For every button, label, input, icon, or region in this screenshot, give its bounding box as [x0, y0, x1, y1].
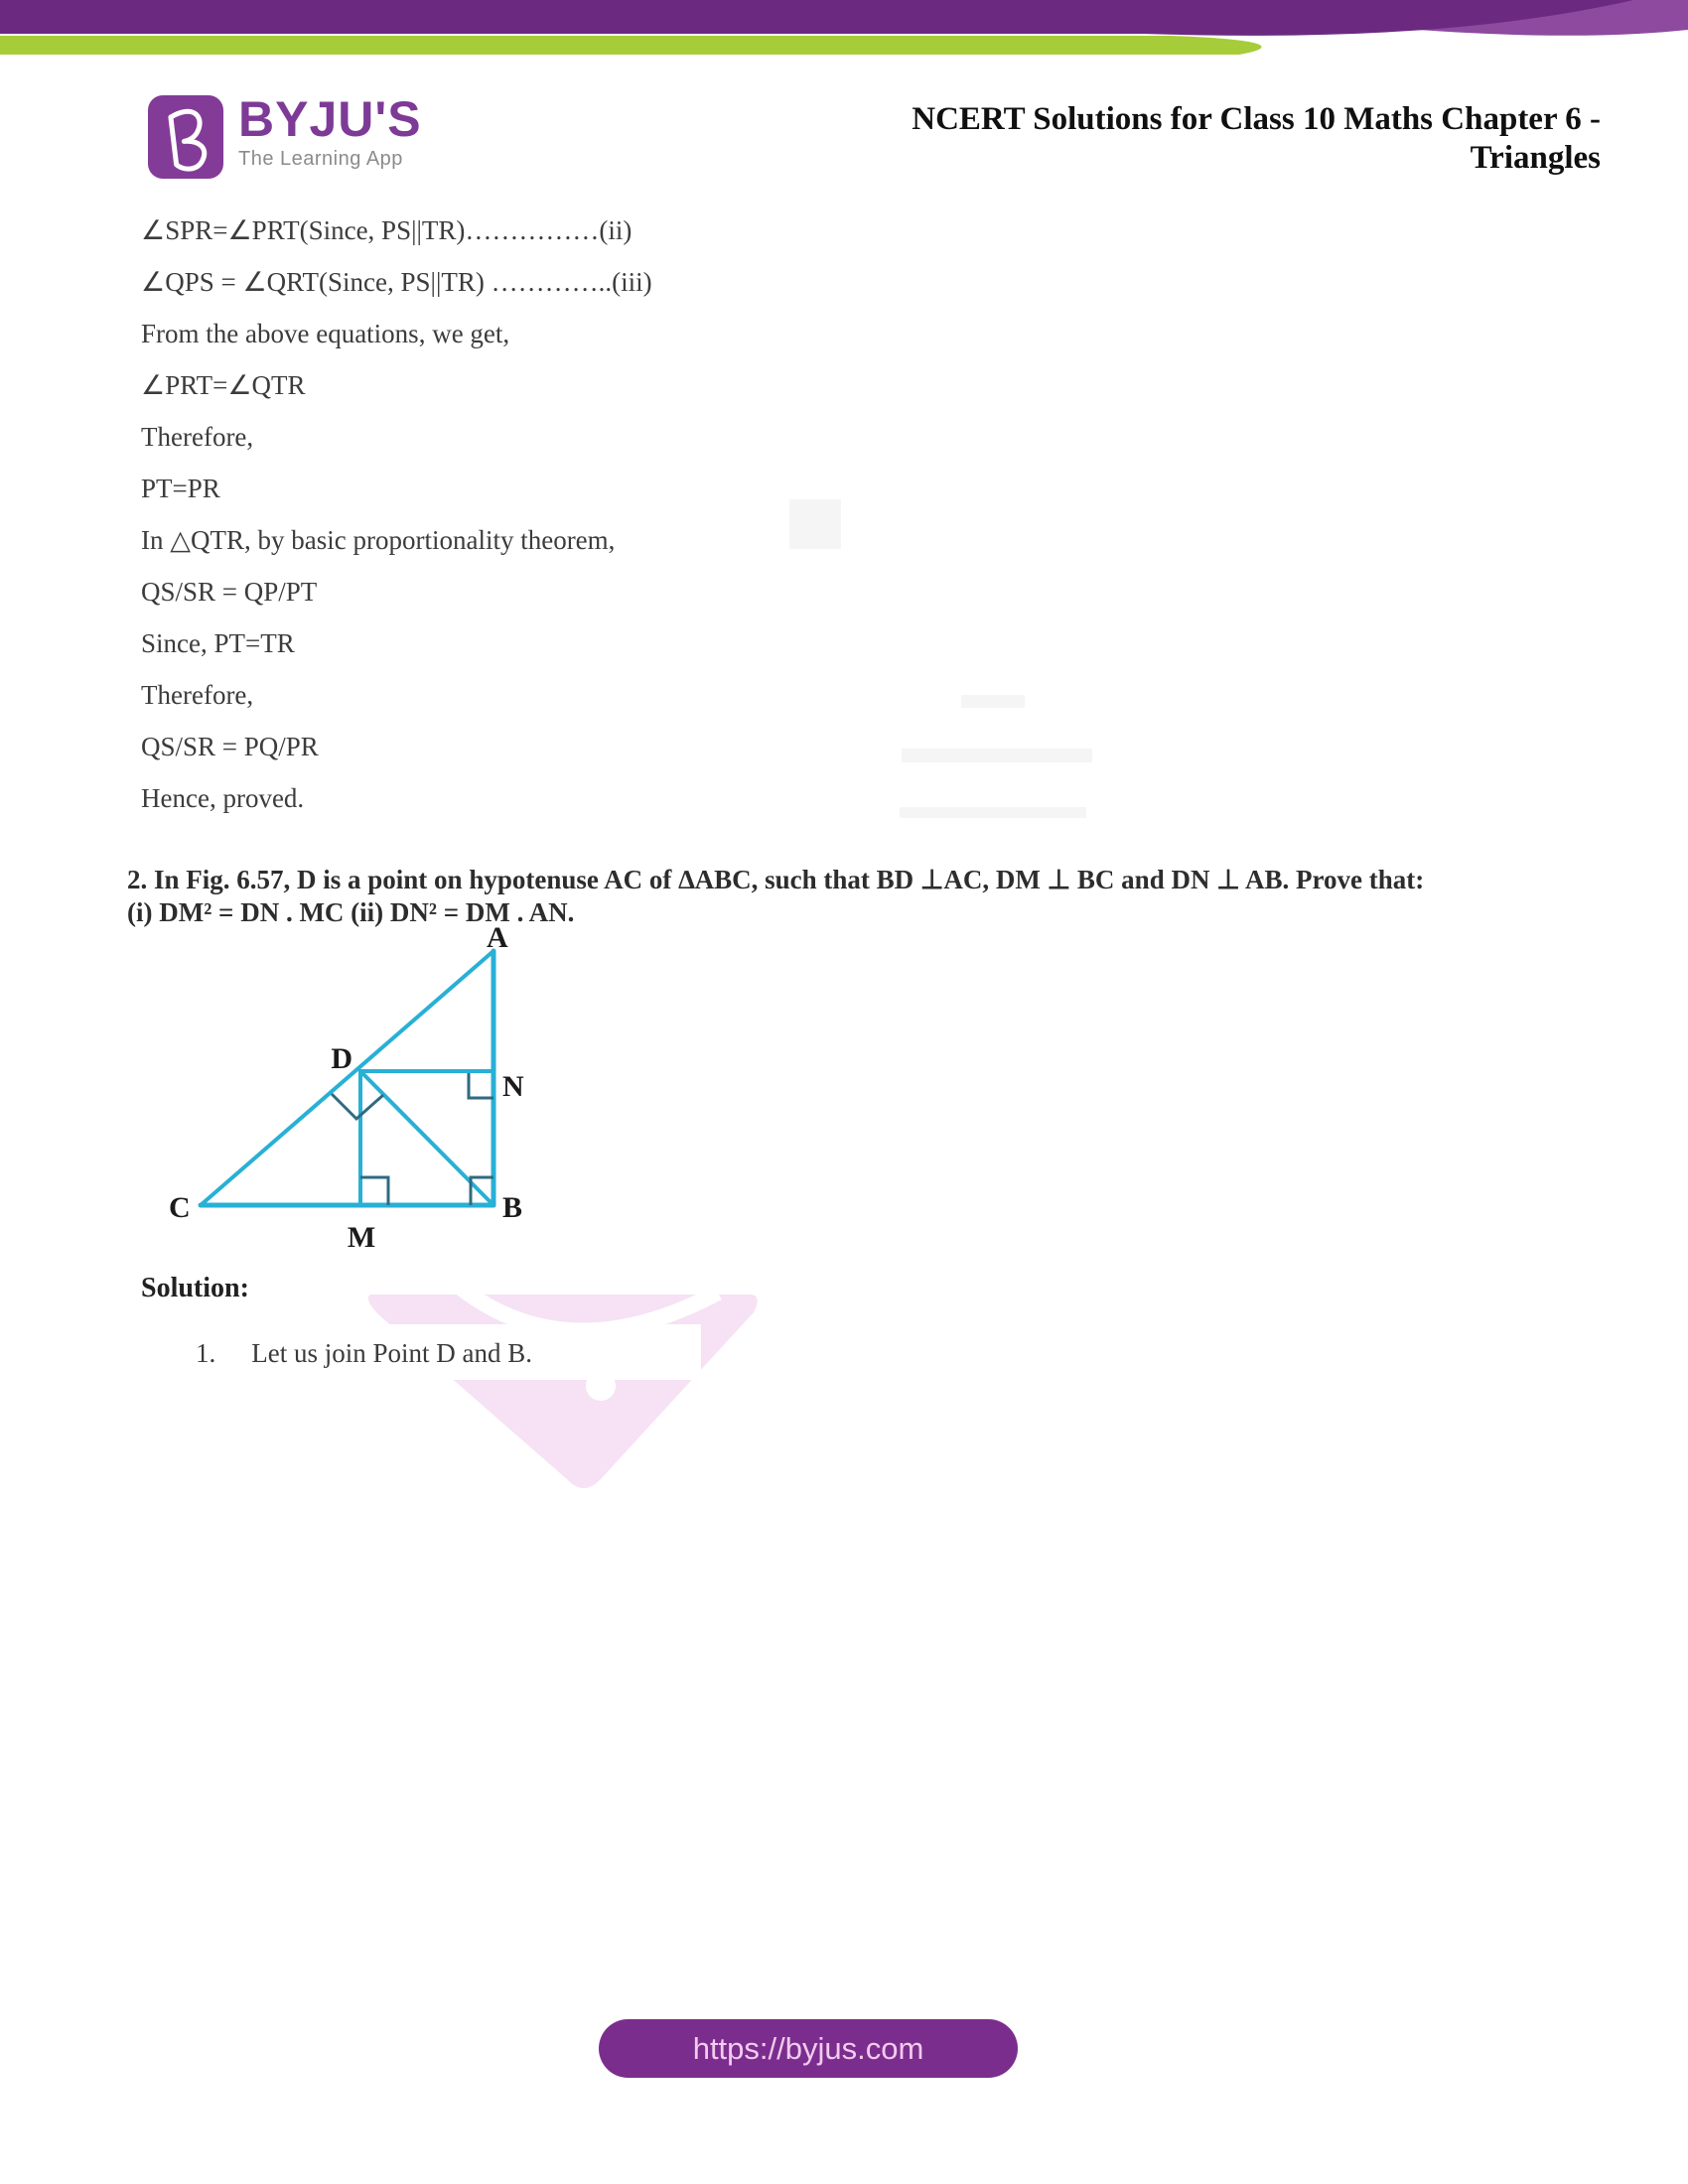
paragraph-line: Therefore,	[141, 680, 254, 710]
header-banner	[0, 0, 1688, 60]
step-number: 1.	[196, 1338, 216, 1368]
right-angle-mark-D	[332, 1094, 383, 1119]
byjus-logo	[147, 93, 422, 183]
page-title	[912, 100, 1601, 178]
right-angle-mark-M	[360, 1177, 388, 1205]
page-title-line1: NCERT Solutions for Class 10 Maths Chapter 6 -	[912, 101, 1601, 137]
right-angle-mark-N	[469, 1073, 493, 1098]
figure-line-DB	[360, 1071, 493, 1205]
paragraph-line: In △QTR, by basic proportionality theorem,	[141, 525, 616, 555]
paragraph-line: PT=PR	[141, 474, 220, 503]
paragraph-line: Since, PT=TR	[141, 628, 295, 658]
vertex-label-D: D	[331, 1042, 352, 1075]
byjus-logo-badge-icon	[147, 93, 226, 183]
paragraph-line: From the above equations, we get,	[141, 319, 510, 348]
question-2-line1: 2. In Fig. 6.57, D is a point on hypotenuse AC of ∆ABC, such that BD ⊥AC, DM ⊥ BC and DN ⊥ AB. Prove that:	[127, 865, 1425, 894]
paragraph-line: Hence, proved.	[141, 783, 305, 813]
vertex-label-B: B	[502, 1191, 523, 1224]
paragraph-line: QS/SR = PQ/PR	[141, 732, 319, 761]
logo-brand-text: BYJU'S	[238, 91, 422, 147]
paragraph-line: ∠QPS = ∠QRT(Since, PS||TR) …………..(iii)	[141, 267, 652, 297]
solution-heading: Solution:	[141, 1273, 249, 1303]
page-title-line2: Triangles	[1470, 140, 1601, 176]
logo-tagline-text: The Learning App	[238, 148, 403, 170]
figure-6-57	[111, 923, 558, 1266]
banner-green-band	[0, 36, 1261, 55]
paragraph-line: ∠SPR=∠PRT(Since, PS||TR)……………(ii)	[141, 215, 633, 245]
vertex-label-N: N	[502, 1070, 524, 1103]
solution-step-1	[196, 1338, 532, 1369]
step-text: Let us join Point D and B.	[251, 1338, 532, 1368]
paragraph-line: QS/SR = QP/PT	[141, 577, 318, 607]
vertex-label-A: A	[487, 923, 508, 954]
question-2-text	[127, 864, 1567, 929]
banner-dark-purple-band	[0, 0, 1633, 36]
footer-url-button[interactable]	[599, 2019, 1018, 2078]
paragraph-line: ∠PRT=∠QTR	[141, 370, 306, 400]
paragraph-line: Therefore,	[141, 422, 254, 452]
vertex-label-M: M	[347, 1221, 376, 1254]
question-2-line2: (i) DM² = DN . MC (ii) DN² = DM . AN.	[127, 897, 575, 927]
figure-line-CA	[201, 951, 493, 1205]
byjus-watermark	[352, 1289, 779, 1497]
vertex-label-C: C	[169, 1191, 191, 1224]
body-text	[141, 216, 1233, 836]
footer-url-text: https://byjus.com	[692, 2030, 924, 2066]
